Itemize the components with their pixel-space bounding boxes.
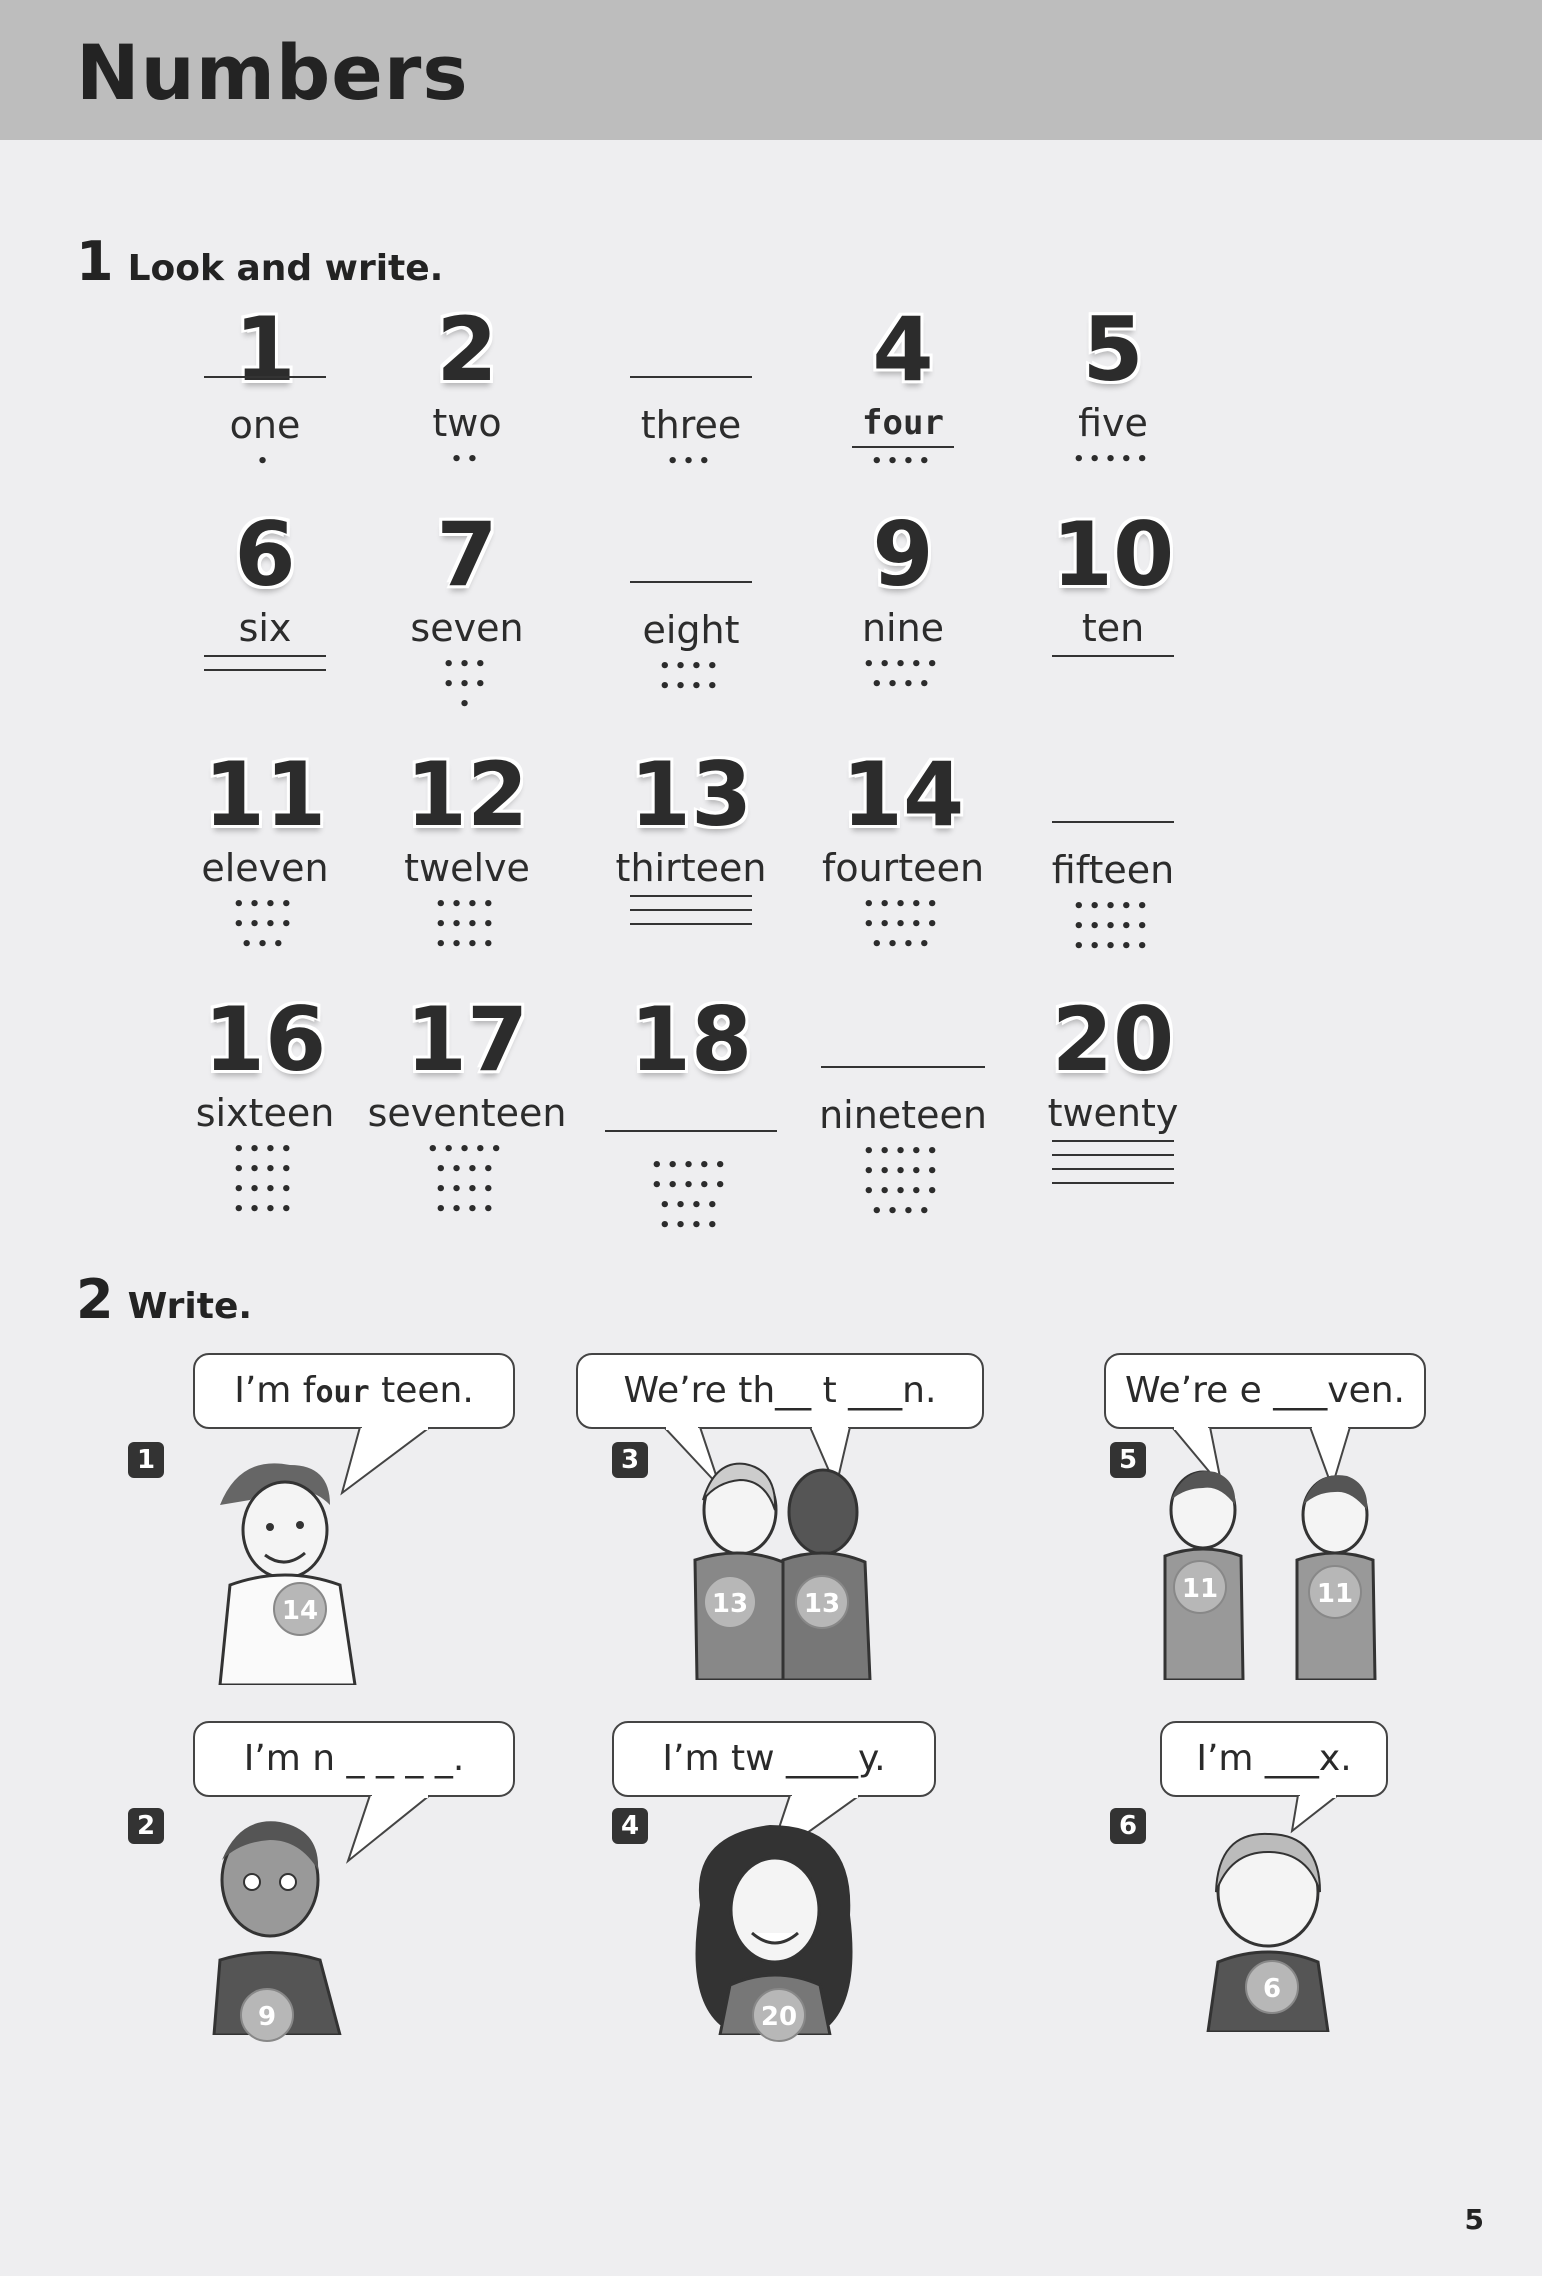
age-circle: 13 <box>795 1575 849 1629</box>
digit-line <box>204 376 326 378</box>
dot-write-lines[interactable] <box>1052 1140 1174 1196</box>
exercise-badge-3: 3 <box>612 1442 648 1478</box>
number-word: thirteen <box>615 846 767 890</box>
number-word: sixteen <box>195 1091 335 1135</box>
number-digit: 11 <box>203 743 327 846</box>
number-cell-11 <box>160 745 370 955</box>
number-cell-2 <box>362 300 572 470</box>
number-cell-9 <box>798 505 1008 695</box>
dot-write-lines[interactable] <box>630 895 752 937</box>
number-cell-14 <box>798 745 1008 955</box>
dot-pattern: ••••• ••••• ••••• <box>1073 896 1153 957</box>
speech-bubble-5 <box>1104 1353 1426 1429</box>
bubble-text-post: teen. <box>369 1370 474 1411</box>
bubble-text-post: __ t ___n. <box>775 1370 937 1411</box>
dot-pattern: ••••• •••• •••• •••• <box>427 1139 507 1220</box>
section-1-title <box>76 230 443 293</box>
page-header <box>0 0 1542 140</box>
number-digit: 6 <box>234 503 296 606</box>
page-number: 5 <box>1464 2203 1484 2236</box>
number-digit: 7 <box>436 503 498 606</box>
age-circle: 14 <box>273 1582 327 1636</box>
speech-bubble-3 <box>576 1353 984 1429</box>
twin-boys-figure-icon <box>1125 1460 1425 1680</box>
number-cell-17 <box>362 990 572 1220</box>
number-digit: 18 <box>629 988 753 1091</box>
number-cell-13 <box>586 745 796 937</box>
age-circle: 11 <box>1173 1560 1227 1614</box>
number-cell-10 <box>1008 505 1218 669</box>
dot-pattern: ••••• ••••• ••••• •••• <box>863 1141 943 1222</box>
section-1-instruction: Look and write. <box>127 248 444 289</box>
dot-pattern: •••• •••• ••• <box>233 894 297 955</box>
number-digit: 13 <box>629 743 753 846</box>
twins-figure-icon <box>665 1450 895 1680</box>
dot-write-lines[interactable] <box>1052 655 1174 669</box>
dot-pattern: ••••• •••• <box>863 654 943 695</box>
exercise-badge-1: 1 <box>128 1442 164 1478</box>
number-digit: 20 <box>1051 988 1175 1091</box>
number-digit: 16 <box>203 988 327 1091</box>
bubble-text-pre: I’m <box>1196 1738 1265 1779</box>
number-cell-6 <box>160 505 370 683</box>
speech-bubble-4 <box>612 1721 936 1797</box>
number-cell-1 <box>160 300 370 472</box>
dot-pattern: •• <box>451 449 483 470</box>
number-cell-18 <box>586 990 796 1236</box>
number-cell-19 <box>798 990 1008 1222</box>
section-1-number: 1 <box>76 230 114 293</box>
number-digit: 5 <box>1082 298 1144 401</box>
bubble-text-pre: I’m tw <box>662 1738 786 1779</box>
number-word: twelve <box>404 846 530 890</box>
dot-pattern: •••• •••• •••• •••• <box>233 1139 297 1220</box>
dot-pattern: • <box>257 451 273 472</box>
speech-bubble-2 <box>193 1721 515 1797</box>
number-cell-5 <box>1008 300 1218 470</box>
digit-write-line[interactable] <box>630 376 752 378</box>
bubble-text-pre: We’re e <box>1125 1370 1274 1411</box>
number-word: seventeen <box>367 1091 567 1135</box>
page-title: Numbers <box>76 28 469 117</box>
digit-write-line[interactable] <box>630 581 752 583</box>
number-word: seven <box>410 606 524 650</box>
dot-pattern: •••• •••• •••• <box>435 894 499 955</box>
number-digit <box>586 505 796 605</box>
number-word: eight <box>642 608 740 652</box>
number-word: nine <box>861 606 945 650</box>
dot-pattern: •••• •••• <box>659 656 723 697</box>
number-digit: 2 <box>436 298 498 401</box>
digit-write-line[interactable] <box>821 1066 985 1068</box>
number-cell-4 <box>798 300 1008 472</box>
word-write-line[interactable] <box>605 1130 777 1132</box>
number-cell-3 <box>586 300 796 472</box>
section-2-number: 2 <box>76 1268 114 1331</box>
bubble-text-post: ____y. <box>785 1738 886 1779</box>
age-circle: 11 <box>1308 1565 1362 1619</box>
speech-bubble-6 <box>1160 1721 1388 1797</box>
number-word: twenty <box>1047 1091 1179 1135</box>
exercise-badge-6: 6 <box>1110 1808 1146 1844</box>
dot-pattern: ••••• <box>1073 449 1153 470</box>
bubble-text-post: ___ven. <box>1273 1370 1405 1411</box>
number-word: eleven <box>201 846 329 890</box>
number-cell-12 <box>362 745 572 955</box>
bubble-text-post: _ _ _ _. <box>346 1738 465 1779</box>
age-circle: 9 <box>240 1988 294 2042</box>
number-word: six <box>238 606 292 650</box>
number-cell-8 <box>586 505 796 697</box>
number-word: ten <box>1081 606 1145 650</box>
exercise-badge-4: 4 <box>612 1808 648 1844</box>
age-circle: 13 <box>703 1575 757 1629</box>
dot-pattern: ••• ••• • <box>443 654 491 715</box>
speech-bubble-1 <box>193 1353 515 1429</box>
dot-pattern: ••••• ••••• •••• <box>863 894 943 955</box>
exercise-badge-5: 5 <box>1110 1442 1146 1478</box>
number-digit <box>798 990 1008 1090</box>
number-digit <box>586 300 796 400</box>
number-digit <box>1008 745 1218 845</box>
dot-pattern: •••• <box>871 451 935 472</box>
number-word: one <box>229 403 301 447</box>
number-cell-15 <box>1008 745 1218 957</box>
number-word: three <box>640 403 742 447</box>
bubble-answer[interactable]: our <box>315 1375 370 1410</box>
number-word: five <box>1078 401 1148 445</box>
bubble-text-post: ___x. <box>1264 1738 1352 1779</box>
bubble-text-pre: I’m n <box>243 1738 347 1779</box>
dot-pattern: ••••• ••••• •••• •••• <box>651 1155 731 1236</box>
number-digit: 12 <box>405 743 529 846</box>
number-cell-20 <box>1008 990 1218 1196</box>
number-digit: 14 <box>841 743 965 846</box>
number-word: nineteen <box>819 1093 987 1137</box>
number-cell-7 <box>362 505 572 715</box>
dot-pattern: ••• <box>667 451 715 472</box>
number-digit: 17 <box>405 988 529 1091</box>
age-circle: 6 <box>1245 1960 1299 2014</box>
number-word: two <box>432 401 502 445</box>
number-word: fifteen <box>1051 848 1175 892</box>
boy-figure-icon <box>180 1445 400 1685</box>
number-cell-16 <box>160 990 370 1220</box>
age-circle: 20 <box>752 1988 806 2042</box>
dot-write-lines[interactable] <box>204 655 326 683</box>
digit-write-line[interactable] <box>1052 821 1174 823</box>
section-2-instruction: Write. <box>127 1286 253 1327</box>
bubble-text-pre: I’m f <box>234 1370 316 1411</box>
number-word: fourteen <box>821 846 985 890</box>
exercise-badge-2: 2 <box>128 1808 164 1844</box>
bubble-text-pre: We’re th <box>623 1370 776 1411</box>
number-digit: 4 <box>872 298 934 401</box>
handwritten-word: four <box>852 400 954 448</box>
number-digit: 9 <box>872 503 934 606</box>
number-digit: 1 <box>234 298 296 401</box>
number-digit: 10 <box>1051 503 1175 606</box>
section-2-title <box>76 1268 252 1331</box>
